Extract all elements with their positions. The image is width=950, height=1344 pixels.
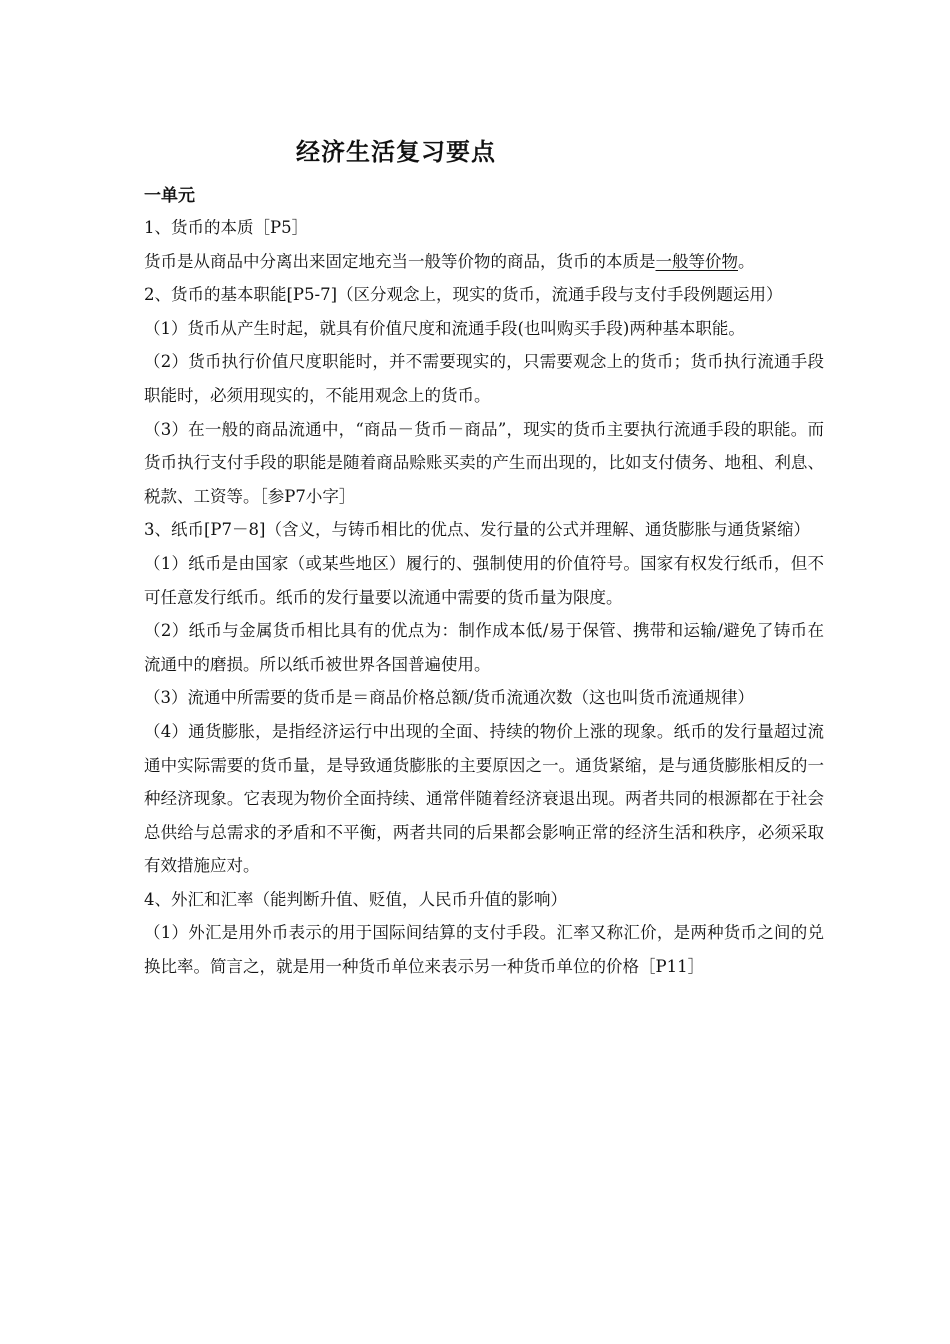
paragraph-paper-money-2: （2）纸币与金属货币相比具有的优点为：制作成本低/易于保管、携带和运输/避免了铸币在流通中的磨损。所以纸币被世界各国普遍使用。 [144, 621, 824, 674]
paragraph-money-essence [144, 245, 824, 279]
paragraph-functions-2: （2）货币执行价值尺度职能时，并不需要现实的，只需要观念上的货币；货币执行流通手段职能时，必须用现实的，不能用观念上的货币。 [144, 352, 824, 405]
paragraph-money-essence-end: 。 [738, 251, 755, 271]
paragraph-functions-1: （1）货币从产生时起，就具有价值尺度和流通手段(也叫购买手段)两种基本职能。 [144, 318, 745, 338]
section-heading-money-essence: 1、货币的本质［P5］ [144, 218, 309, 237]
section-heading-paper-money: 3、纸币[P7－8]（含义，与铸币相比的优点、发行量的公式并理解、通货膨胀与通货紧缩） [144, 520, 810, 540]
paragraph-forex-1: （1）外汇是用外币表示的用于国际间结算的支付手段。汇率又称汇价，是两种货币之间的兑换比率。简言之，就是用一种货币单位来表示另一种货币单位的价格［P11］ [144, 923, 824, 977]
paragraph-money-essence-text: 货币是从商品中分离出来固定地充当一般等价物的商品，货币的本质是 [144, 251, 656, 271]
section-heading-forex: 4、外汇和汇率（能判断升值、贬值，人民币升值的影响） [144, 889, 567, 909]
paragraph-paper-money-4: （4）通货膨胀，是指经济运行中出现的全面、持续的物价上涨的现象。纸币的发行量超过流通中实际需要的货币量，是导致通货膨胀的主要原因之一。通货紧缩，是与通货膨胀相反的一种经济现象。它表现为物价全面持续、通常伴随着经济衰退出现。两者共同的根源都在于社会总供给与总需求的矛盾和不平衡，两者共同的后果都会影响正常的经济生活和秩序，必须采取有效措施应对。 [144, 721, 824, 876]
document-body [144, 181, 824, 984]
underlined-term-general-equivalent: 一般等价物 [655, 251, 738, 271]
paragraph-functions-3: （3）在一般的商品流通中，“商品－货币－商品”，现实的货币主要执行流通手段的职能。而货币执行支付手段的职能是随着商品赊账买卖的产生而出现的，比如支付债务、地租、利息、税款、工资等。［参P7小字］ [144, 419, 824, 506]
document-title: 经济生活复习要点 [296, 138, 496, 166]
paragraph-paper-money-1: （1）纸币是由国家（或某些地区）履行的、强制使用的价值符号。国家有权发行纸币，但不可任意发行纸币。纸币的发行量要以流通中需要的货币量为限度。 [144, 553, 824, 607]
section-heading-money-functions: 2、货币的基本职能[P5-7]（区分观念上，现实的货币，流通手段与支付手段例题运用） [144, 285, 783, 305]
unit-heading: 一单元 [144, 186, 195, 206]
paragraph-paper-money-3: （3）流通中所需要的货币是＝商品价格总额/货币流通次数（这也叫货币流通规律） [144, 688, 755, 708]
